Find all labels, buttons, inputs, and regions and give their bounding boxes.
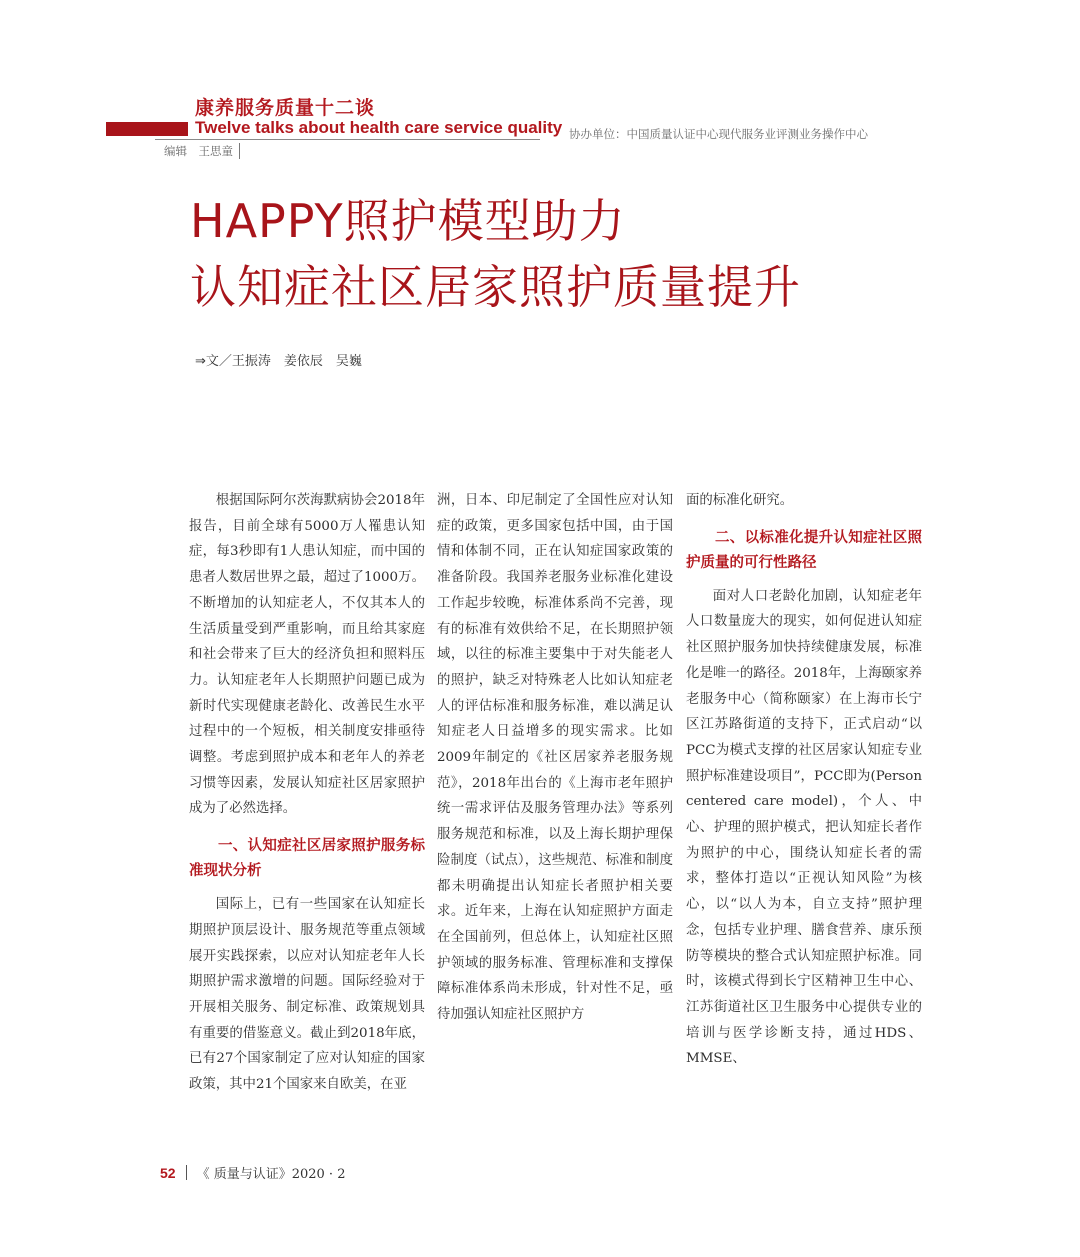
footer-separator xyxy=(186,1165,187,1180)
paragraph-continued-end: 面的标准化研究。 xyxy=(686,493,794,508)
column-title-chinese: 康养服务质量十二谈 xyxy=(195,97,376,119)
editor-name: 编辑 王思童 xyxy=(164,144,233,158)
page-number: 52 xyxy=(160,1165,176,1181)
page-footer xyxy=(160,1163,345,1182)
text-column-3 xyxy=(686,488,922,1072)
paragraph-international: 国际上，已有一些国家在认知症长期照护顶层设计、服务规范等重点领域展开实践探索，以应对认知症老年人长期照护需求激增的问题。国际经验对于开展相关服务、制定标准、政策规划具有重要的借鉴意义。截止到2018年底，已有27个国家制定了应对认知症的国家政策，其中21个国家来自欧美，在亚 xyxy=(189,897,425,1093)
editor-separator xyxy=(239,143,240,159)
text-column-1 xyxy=(189,488,425,1098)
title-line-2: 认知症社区居家照护质量提升 xyxy=(190,260,801,314)
paragraph-continued: 洲，日本、印尼制定了全国性应对认知症的政策，更多国家包括中国，由于国情和体制不同，正在认知症国家政策的准备阶段。我国养老服务业标准化建设工作起步较晚，标准体系尚不完善，现有的标准有效供给不足，在长期照护领域，以往的标准主要集中于对失能老人的照护，缺乏对特殊老人比如认知症老人的评估标准和服务标准，难以满足认知症老人日益增多的现实需求。比如2009年制定的《社区居家养老服务规范》，2018年出台的《上海市老年照护统一需求评估及服务管理办法》等系列服务规范和标准，以及上海长期护理保险制度（试点），这些规范、标准和制度都未明确提出认知症长者照护相关要求。近年来，上海在认知症照护方面走在全国前列，但总体上，认知症社区照护领域的服务标准、管理标准和支撑保障标准体系尚未形成，针对性不足，亟待加强认知症社区照护方 xyxy=(437,493,673,1023)
editor-credit xyxy=(164,143,240,159)
paragraph-intro: 根据国际阿尔茨海默病协会2018年报告，目前全球有5000万人罹患认知症，每3秒即有1人患认知症，而中国的患者人数居世界之最，超过了1000万。不断增加的认知症老人，不仅其本人的生活质量受到严重影响，而且给其家庭和社会带来了巨大的经济负担和照料压力。认知症老年人长期照护问题已成为新时代实现健康老龄化、改善民生水平过程中的一个短板，相关制度安排亟待调整。考虑到照护成本和老年人的养老习惯等因素，发展认知症社区居家照护成为了必然选择。 xyxy=(189,493,425,817)
section-heading-2: 二、以标准化提升认知症社区照护质量的可行性路径 xyxy=(686,529,922,571)
header-accent-bar xyxy=(106,122,188,136)
sponsor-line: 协办单位：中国质量认证中心现代服务业评测业务操作中心 xyxy=(569,127,868,141)
header-divider xyxy=(155,139,540,140)
title-line-1: HAPPY照护模型助力 xyxy=(190,194,626,248)
column-title-english: Twelve talks about health care service quality xyxy=(195,118,563,137)
journal-issue: 《 质量与认证》2020 · 2 xyxy=(196,1167,346,1182)
author-byline: ⇒文／王振涛 姜依辰 吴巍 xyxy=(195,354,362,369)
text-column-2 xyxy=(437,488,673,1028)
section-heading-1: 一、认知症社区居家照护服务标准现状分析 xyxy=(189,838,425,880)
article-title xyxy=(190,188,801,320)
paragraph-standardization: 面对人口老龄化加剧，认知症老年人口数量庞大的现实，如何促进认知症社区照护服务加快持续健康发展，标准化是唯一的路径。2018年，上海颐家养老服务中心（简称颐家）在上海市长宁区江苏路街道的支持下，正式启动“以PCC为模式支撑的社区居家认知症专业照护标准建设项目”，PCC即为(Person centered care model)，个人、中心、护理的照护模式，把认知症长者作为照护的中心，围绕认知症长者的需求，整体打造以“正视认知风险”为核心，以“以人为本，自立支持”照护理念，包括专业护理、膳食营养、康乐预防等模块的整合式认知症照护标准。同时，该模式得到长宁区精神卫生中心、江苏街道社区卫生服务中心提供专业的培训与医学诊断支持，通过HDS、MMSE、 xyxy=(686,588,922,1067)
